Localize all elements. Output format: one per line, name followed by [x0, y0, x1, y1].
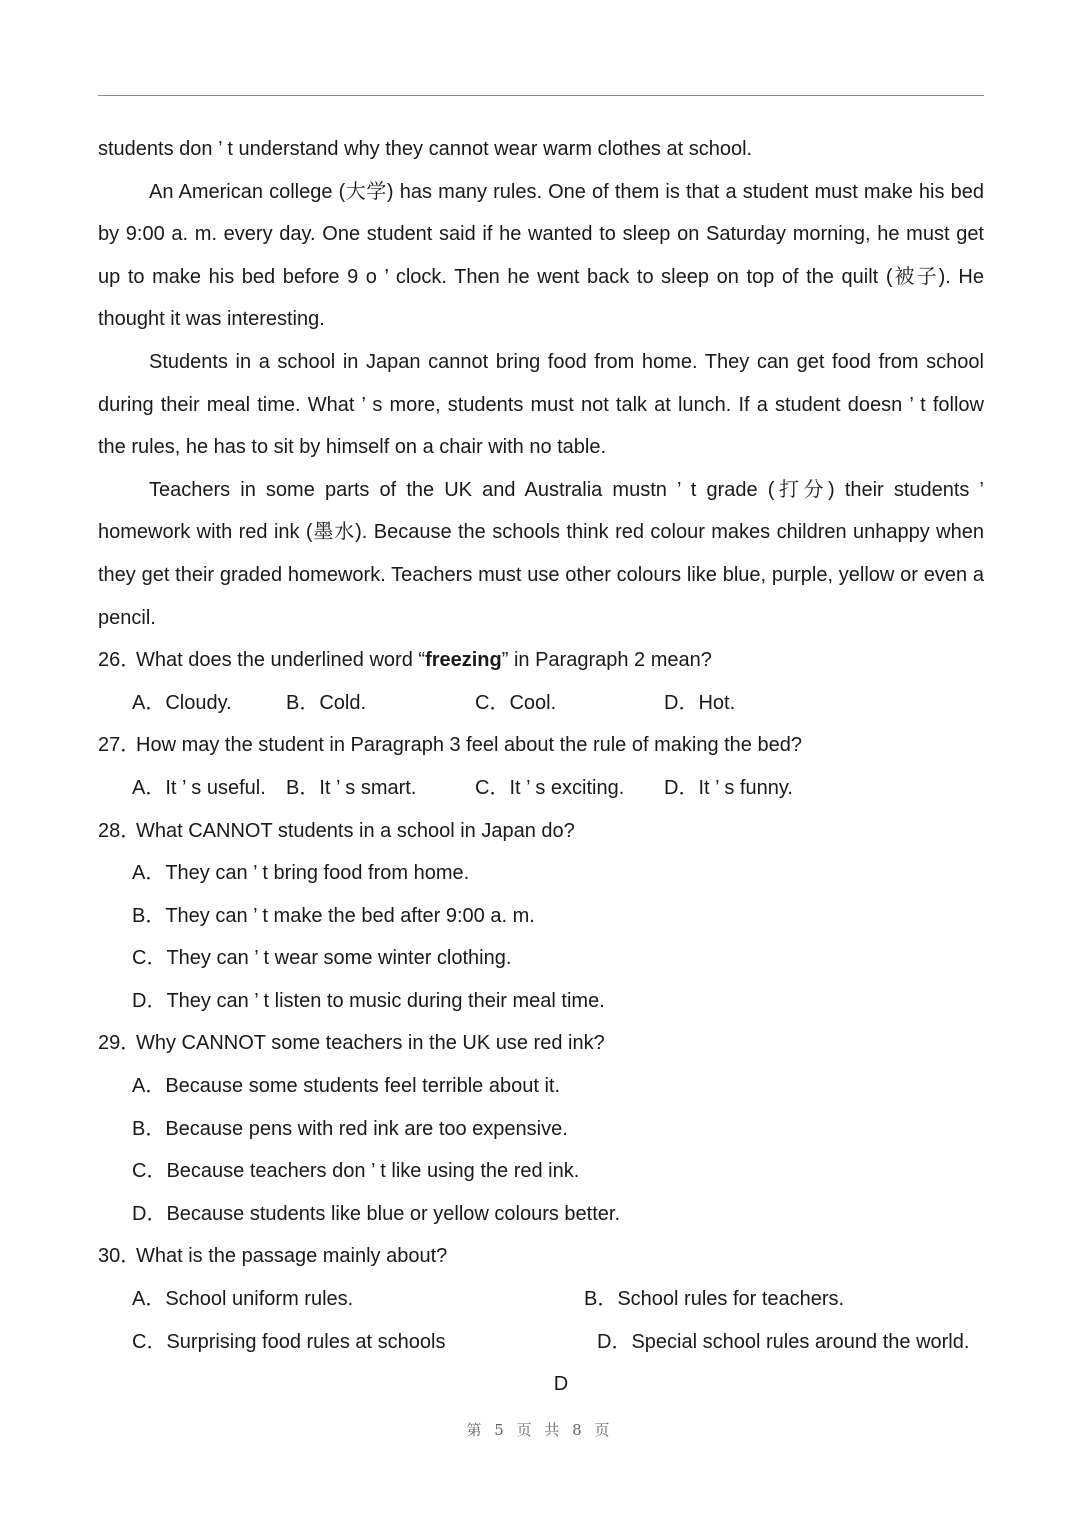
question-number: 27．	[98, 734, 141, 757]
option-c: C．Cool.	[475, 691, 557, 714]
option-c: C．They can ’ t wear some winter clothing.	[132, 947, 512, 970]
option-c: C．Because teachers don ’ t like using the red ink.	[132, 1160, 580, 1183]
question-26	[98, 639, 984, 682]
question-29	[98, 1022, 984, 1065]
question-number: 28．	[98, 819, 141, 842]
option-a: A．Cloudy.	[132, 691, 232, 714]
option-a: A．They can ’ t bring food from home.	[132, 862, 470, 885]
question-27	[98, 724, 984, 767]
page-footer: 第 5 页 共 8 页	[466, 1421, 614, 1439]
question-number: 30．	[98, 1245, 141, 1268]
page-content	[98, 128, 984, 1406]
question-26-options	[98, 682, 984, 725]
question-text: Why CANNOT some teachers in the UK use red ink?	[136, 1032, 605, 1055]
option-c: C．It ’ s exciting.	[475, 776, 625, 799]
underlined-keyword: freezing	[425, 649, 502, 672]
option-d: D．Hot.	[664, 691, 736, 714]
option-c: C．Surprising food rules at schools	[132, 1330, 446, 1353]
question-text: What is the passage mainly about?	[136, 1245, 448, 1268]
option-d: D．It ’ s funny.	[664, 776, 793, 799]
passage-paragraph-4: Teachers in some parts of the UK and Australia mustn ’ t grade (打分) their students ’ homework with red ink (墨水). Because the schools think red colour makes children unhappy when they get their graded homework. Teachers must use other colours like blue, purple, yellow or even a pencil.	[98, 478, 984, 629]
question-text: What CANNOT students in a school in Japan do?	[136, 819, 575, 842]
question-30-options-row-1	[98, 1278, 984, 1321]
passage-paragraph-2: An American college (大学) has many rules. One of them is that a student must make his bed by 9:00 a. m. every day. One student said if he wanted to sleep on Saturday morning, he must get up to make his bed before 9 o ’ clock. Then he went back to sleep on top of the quilt (被子). He thought it was interesting.	[98, 180, 984, 331]
option-b: B．It ’ s smart.	[286, 776, 417, 799]
option-d: D．Special school rules around the world.	[597, 1330, 970, 1353]
option-a: A．It ’ s useful.	[132, 776, 266, 799]
question-number: 26．	[98, 649, 141, 672]
option-d: D．They can ’ t listen to music during their meal time.	[132, 989, 605, 1012]
option-b: B．Because pens with red ink are too expensive.	[132, 1117, 568, 1140]
option-b: B．School rules for teachers.	[584, 1288, 845, 1311]
passage-paragraph-1: students don ’ t understand why they cannot wear warm clothes at school.	[98, 138, 753, 160]
option-b: B．They can ’ t make the bed after 9:00 a. m.	[132, 904, 535, 927]
option-b: B．Cold.	[286, 691, 367, 714]
question-30	[98, 1235, 984, 1278]
question-text-before: What does the underlined word “	[136, 649, 426, 672]
header-rule	[98, 95, 984, 96]
option-a: A．Because some students feel terrible about it.	[132, 1075, 561, 1098]
question-text-after: ” in Paragraph 2 mean?	[501, 649, 712, 672]
option-d: D．Because students like blue or yellow colours better.	[132, 1202, 621, 1225]
question-30-options-row-2	[98, 1321, 984, 1364]
passage-paragraph-3: Students in a school in Japan cannot bring food from home. They can get food from school during their meal time. What ’ s more, students must not talk at lunch. If a student doesn ’ t follow the rules, he has to sit by himself on a chair with no table.	[98, 350, 984, 459]
question-27-options	[98, 767, 984, 810]
question-number: 29．	[98, 1032, 141, 1055]
question-text: How may the student in Paragraph 3 feel about the rule of making the bed?	[136, 734, 802, 757]
section-label: D	[553, 1373, 569, 1396]
question-28	[98, 810, 984, 853]
option-a: A．School uniform rules.	[132, 1288, 354, 1311]
